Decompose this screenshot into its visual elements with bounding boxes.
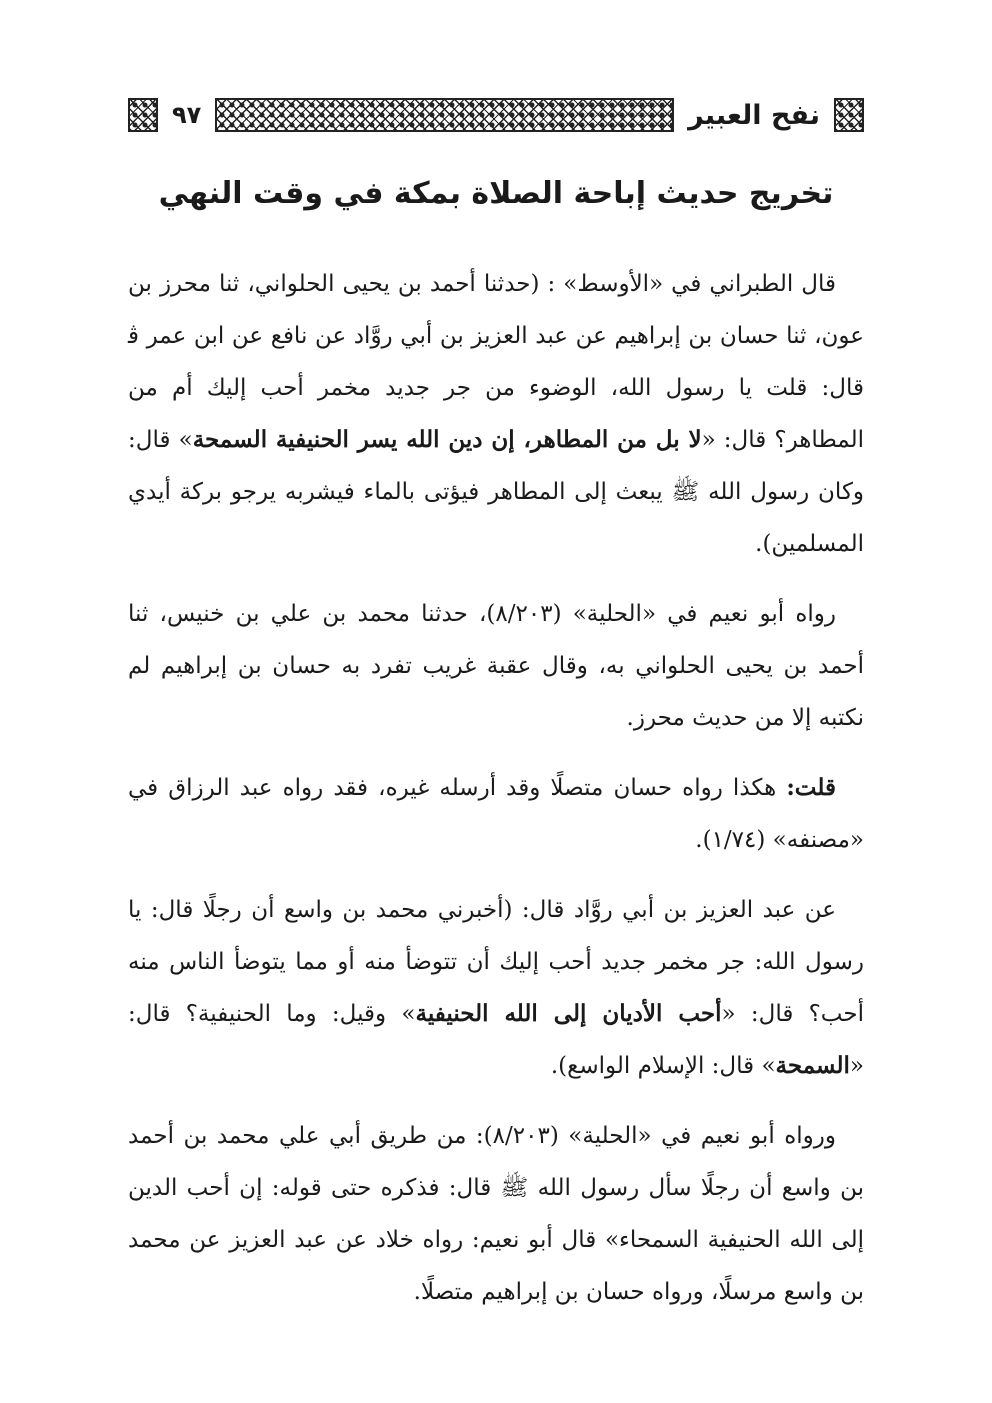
p4-bold-b: أحب الأديان إلى الله الحنيفية — [415, 1000, 722, 1027]
paragraph-1 — [128, 258, 864, 570]
page-number: ٩٧ — [172, 101, 202, 129]
hadith-quote-bold: لا بل من المطاهر، إن دين الله يسر الحنيفية السمحة — [192, 426, 702, 453]
ornament-band — [215, 98, 674, 132]
paragraph-5: ورواه أبو نعيم في «الحلية» (٨/٢٠٣): من طريق أبي علي محمد بن أحمد بن واسع أن رجلًا سأل رسول الله ﷺ قال: فذكره حتى قوله: إن أحب الدين إلى الله الحنيفية السمحاء» قال أبو نعيم: رواه خلاد عن عبد العزيز عن محمد بن واسع مرسلًا، ورواه حسان بن إبراهيم متصلًا. — [128, 1123, 864, 1305]
paragraph-4 — [128, 884, 864, 1092]
p4-text-a: عن عبد العزيز بن أبي روَّاد قال: (أخبرني محمد بن واسع أن رجلًا قال: يا رسول الله: جر مخمر جديد أحب إليك أن تتوضأ منه أو مما يتوضأ الناس منه أحب؟ قال: « — [128, 897, 864, 1027]
paragraph-3 — [128, 762, 864, 866]
p4-text-e: » قال: الإسلام الواسع). — [550, 1053, 776, 1079]
p1-text-a: قال الطبراني في «الأوسط» : (حدثنا أحمد بن يحيى الحلواني، ثنا محرز بن عون، ثنا حسان بن إبراهيم عن عبد العزيز بن أبي روَّاد عن نافع عن ابن عمر ﭬ قال: قلت يا رسول الله، الوضوء من جر جديد مخمر أحب إليك أم من المطاهر؟ قال: « — [128, 271, 865, 453]
p4-bold-d: السمحة — [775, 1052, 850, 1079]
ornament-block-left — [128, 98, 158, 132]
p4-text-c: » وقيل: وما الحنيفية؟ قال: « — [128, 1001, 864, 1079]
qultu-label: قلت: — [786, 774, 836, 801]
p3-text-b: هكذا رواه حسان متصلًا وقد أرسله غيره، فقد رواه عبد الرزاق في «مصنفه» (١/٧٤). — [128, 775, 864, 853]
running-header — [128, 92, 864, 138]
book-title: نفح العبير — [688, 99, 820, 131]
ornament-block-right — [834, 98, 864, 132]
section-title: تخريج حديث إباحة الصلاة بمكة في وقت النهي — [158, 176, 834, 211]
paragraph-2: رواه أبو نعيم في «الحلية» (٨/٢٠٣)، حدثنا محمد بن علي بن خنيس، ثنا أحمد بن يحيى الحلواني به، وقال عقبة غريب تفرد به حسان بن إبراهيم لم نكتبه إلا من حديث محرز. — [128, 601, 864, 731]
p1-text-c: » قال: وكان رسول الله ﷺ يبعث إلى المطاهر فيؤتى بالماء فيشربه يرجو بركة أيدي المسلمين). — [128, 427, 864, 557]
body-text — [128, 258, 864, 1336]
